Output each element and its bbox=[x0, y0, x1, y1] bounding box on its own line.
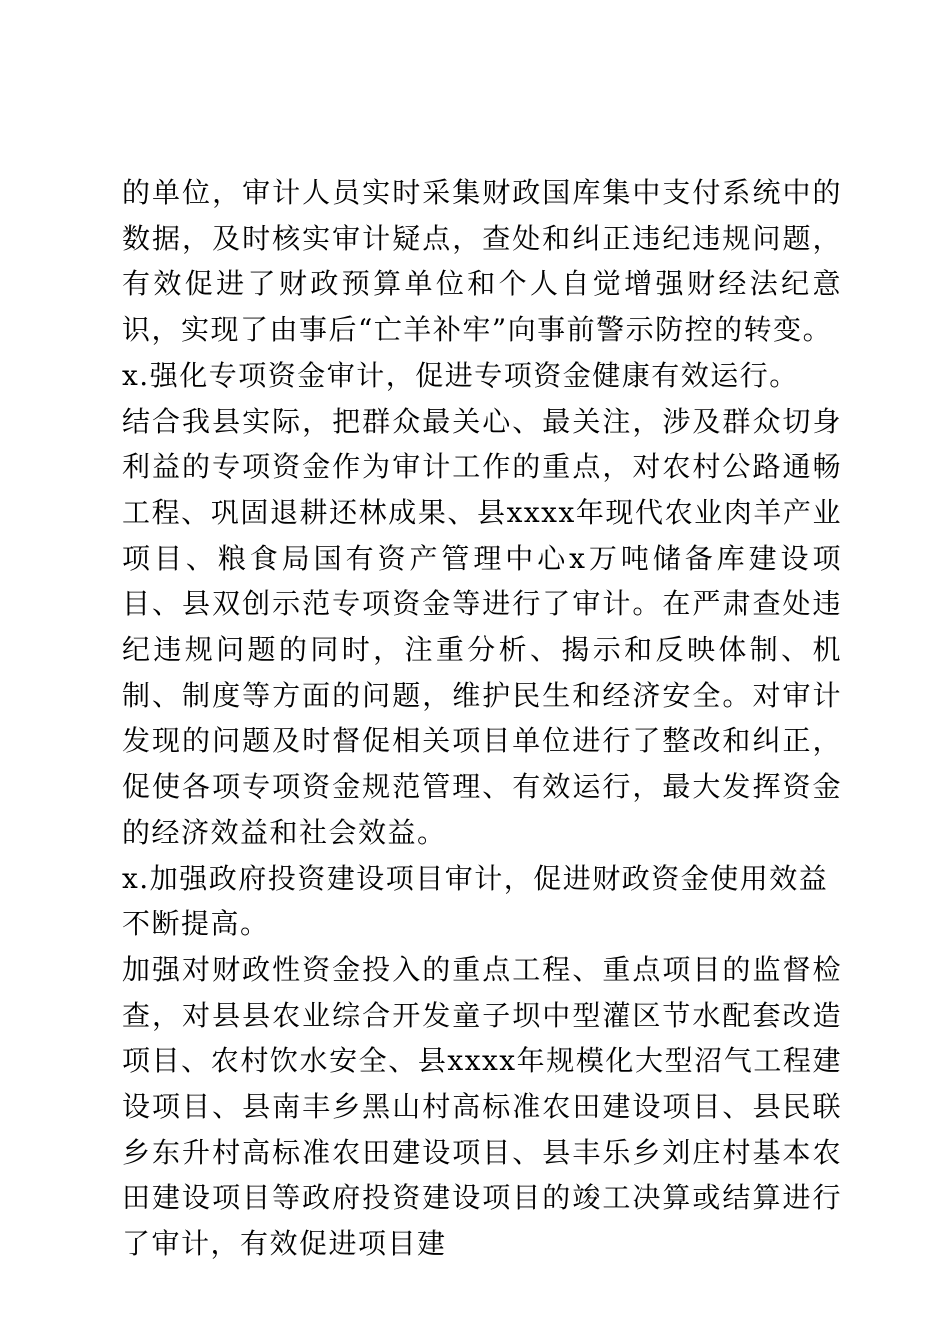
heading-special-funds-audit: x.强化专项资金审计，促进专项资金健康有效运行。 bbox=[122, 358, 799, 392]
heading-government-investment-audit: x.加强政府投资建设项目审计，促进财政资金使用效益不断提高。 bbox=[122, 861, 829, 941]
paragraph-special-funds: 结合我县实际，把群众最关心、最关注，涉及群众切身利益的专项资金作为审计工作的重点，对农村公路通畅工程、巩固退耕还林成果、县xxxx年现代农业肉羊产业项目、粮食局国有资产管理中心x万吨储备库建设项目、县双创示范专项资金等进行了审计。在严肃查处违纪违规问题的同时，注重分析、揭示和反映体制、机制、制度等方面的问题，维护民生和经济安全。对审计发现的问题及时督促相关项目单位进行了整改和纠正，促使各项专项资金规范管理、有效运行，最大发挥资金的经济效益和社会效益。 bbox=[122, 404, 842, 849]
paragraph-budget-units: 的单位，审计人员实时采集财政国库集中支付系统中的数据，及时核实审计疑点，查处和纠正违纪违规问题，有效促进了财政预算单位和个人自觉增强财经法纪意识，实现了由事后“亡羊补牢”向事前警示防控的转变。 bbox=[122, 176, 842, 347]
paragraph-government-investment: 加强对财政性资金投入的重点工程、重点项目的监督检查，对县县农业综合开发童子坝中型灌区节水配套改造项目、农村饮水安全、县xxxx年规模化大型沼气工程建设项目、县南丰乡黑山村高标准农田建设项目、县民联乡东升村高标准农田建设项目、县丰乐乡刘庄村基本农田建设项目等政府投资建设项目的竣工决算或结算进行了审计，有效促进项目建 bbox=[122, 952, 842, 1261]
document-body bbox=[122, 170, 842, 1267]
